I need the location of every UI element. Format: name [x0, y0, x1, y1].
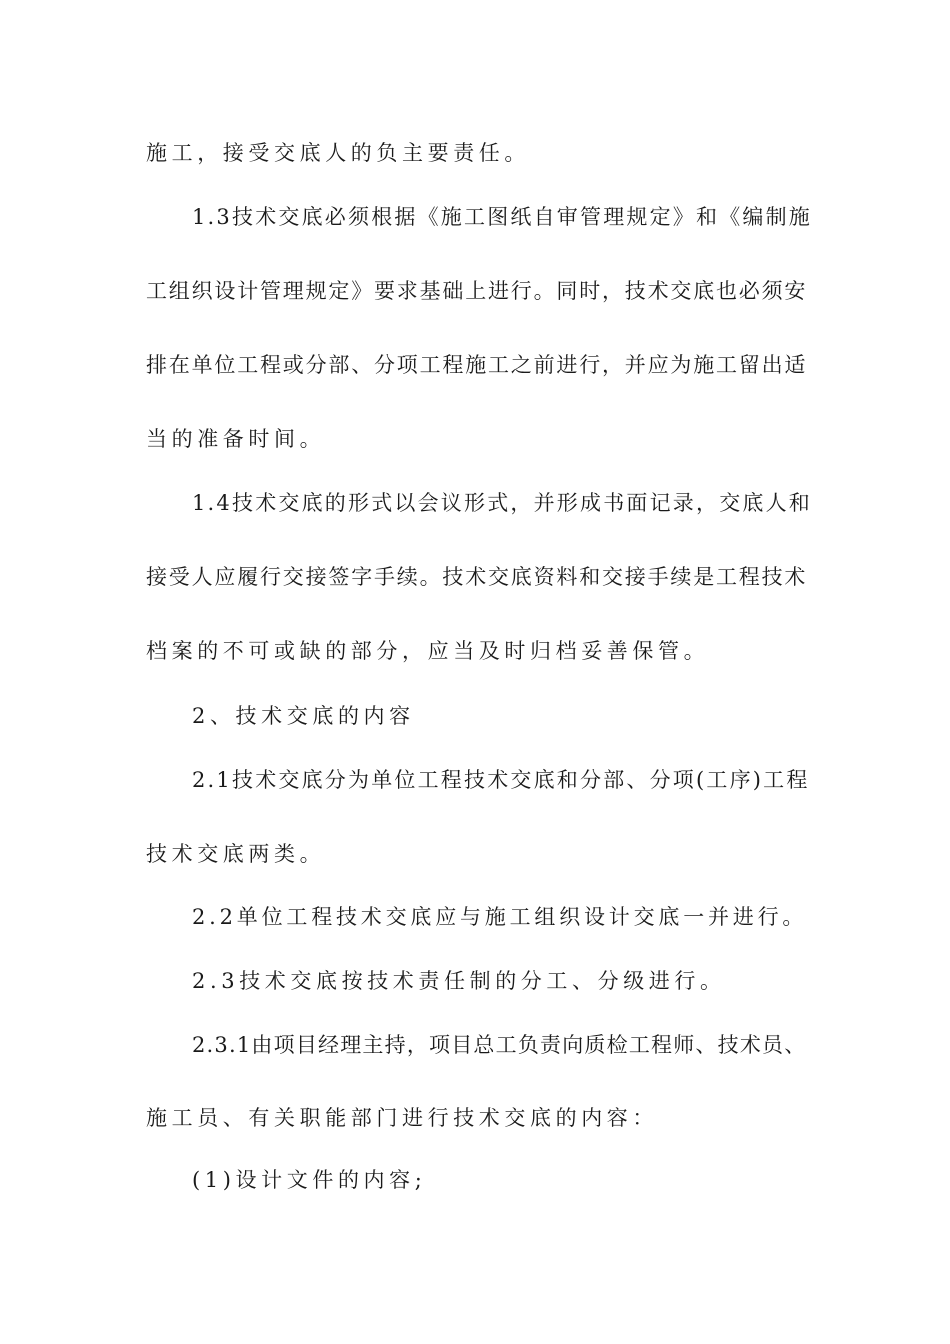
clause-2-3-1: 2.3.1由项目经理主持，项目总工负责向质检工程师、技术员、: [192, 1033, 807, 1057]
clause-2-2: 2.2单位工程技术交底应与施工组织设计交底一并进行。: [192, 905, 808, 929]
clause-2-3: 2.3技术交底按技术责任制的分工、分级进行。: [192, 969, 726, 993]
text-line-4: 排在单位工程或分部、分项工程施工之前进行，并应为施工留出适: [146, 353, 808, 377]
text-line-1: 施工，接受交底人的负主要责任。: [146, 141, 530, 165]
section-heading-2: 2、技术交底的内容: [192, 704, 415, 728]
text-line-5: 当的准备时间。: [146, 427, 326, 451]
list-item-1: (1)设计文件的内容;: [192, 1168, 427, 1192]
text-line-7: 接受人应履行交接签字手续。技术交底资料和交接手续是工程技术: [146, 565, 808, 589]
text-line-3: 工组织设计管理规定》要求基础上进行。同时，技术交底也必须安: [146, 279, 808, 303]
text-line-8: 档案的不可或缺的部分，应当及时归档妥善保管。: [146, 639, 710, 663]
clause-1-4: 1.4技术交底的形式以会议形式，并形成书面记录，交底人和: [192, 491, 812, 515]
text-line-11: 技术交底两类。: [146, 842, 326, 866]
clause-2-1: 2.1技术交底分为单位工程技术交底和分部、分项(工序)工程: [192, 768, 810, 792]
text-line-15: 施工员、有关职能部门进行技术交底的内容：: [146, 1106, 658, 1130]
clause-1-3: 1.3技术交底必须根据《施工图纸自审管理规定》和《编制施: [192, 205, 812, 229]
